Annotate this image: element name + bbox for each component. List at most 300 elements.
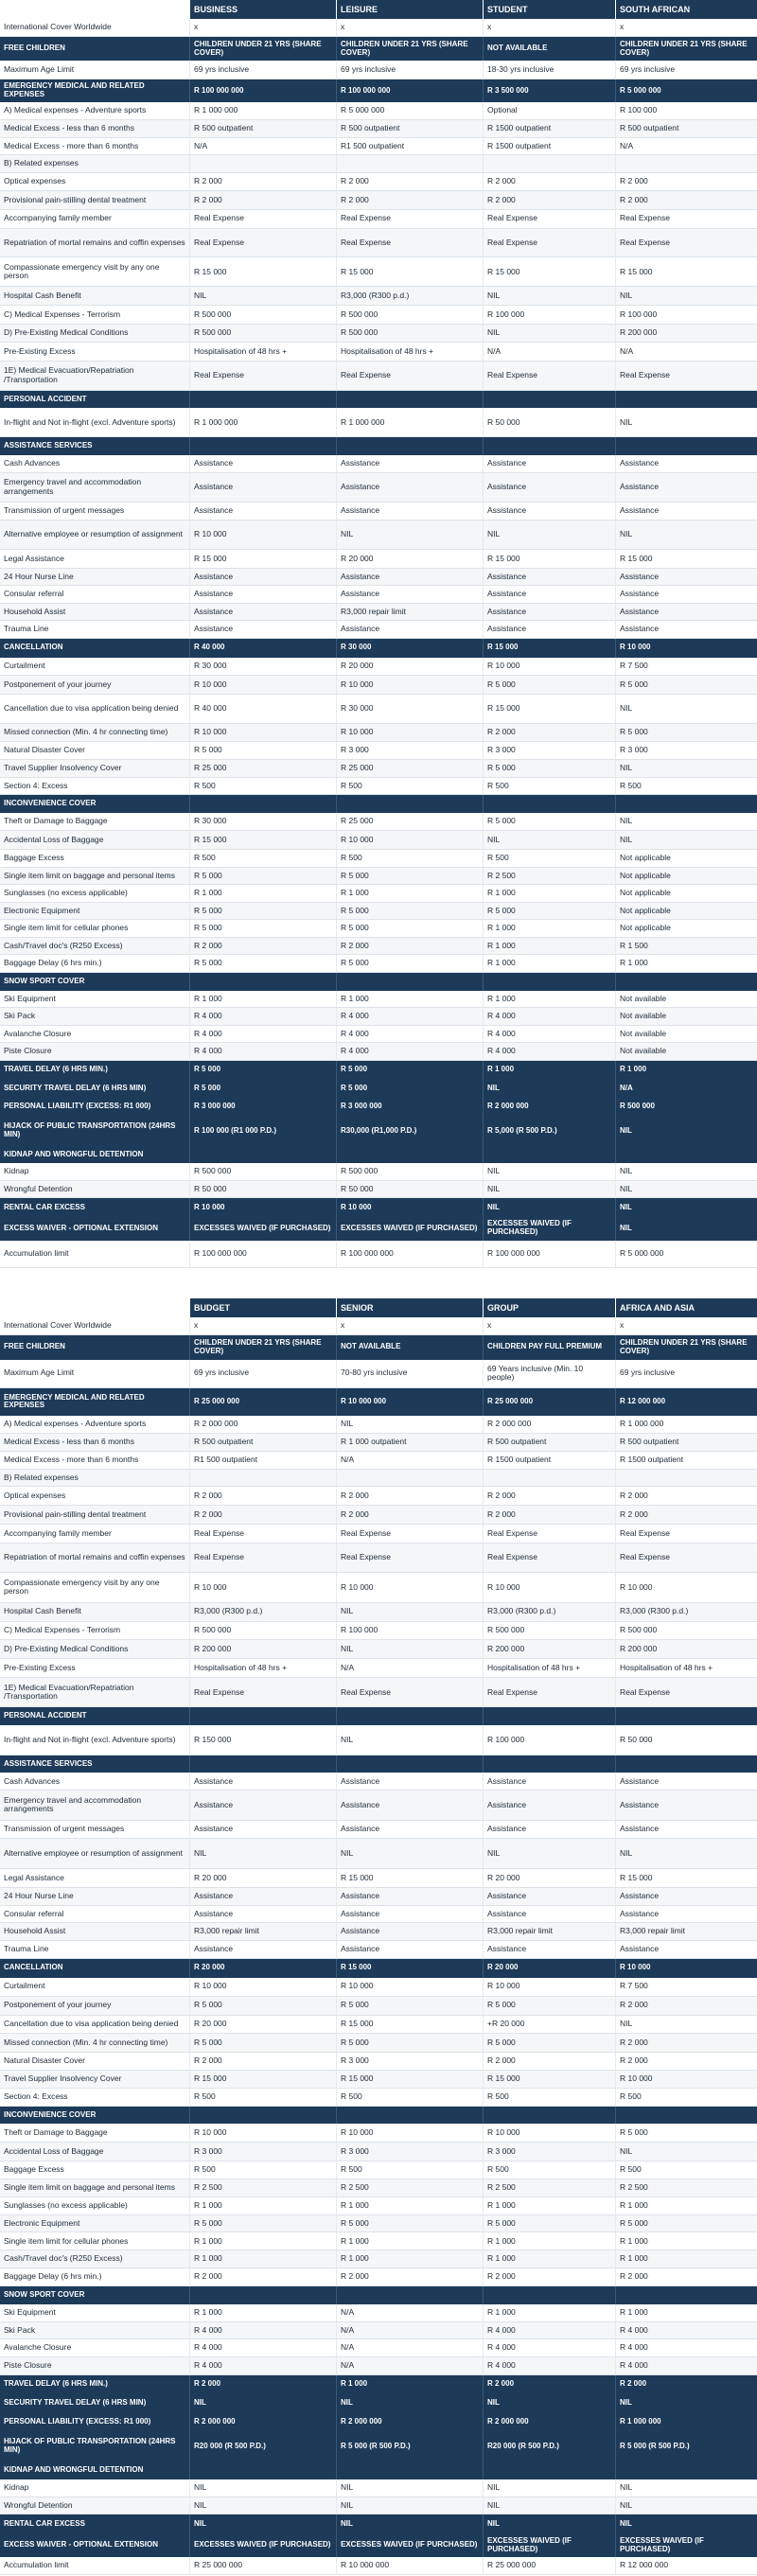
cell-south-african: Assistance <box>615 455 757 473</box>
row-label: SECURITY TRAVEL DELAY (6 HRS MIN) <box>4 2398 147 2408</box>
row-label: Consular referral <box>0 586 189 604</box>
table-row <box>0 831 757 850</box>
cell-student: R 5 000 <box>483 903 615 921</box>
cell-africa-and-asia: R 15 000 <box>615 1869 757 1888</box>
section-header-row <box>0 639 757 658</box>
cell-leisure: Assistance <box>336 473 483 503</box>
cell-leisure <box>336 973 483 991</box>
cell-south-african: R 5 000 <box>615 724 757 743</box>
row-label: PERSONAL ACCIDENT <box>4 1711 87 1720</box>
cell-budget: R 3 000 <box>189 2143 336 2161</box>
cell-business: R 100 000 000 <box>189 1241 336 1268</box>
cell-africa-and-asia: R 1 000 <box>615 2304 757 2322</box>
table-row <box>0 1525 757 1544</box>
cell-budget: R 5 000 <box>189 1997 336 2016</box>
cell-group: x <box>483 1317 615 1336</box>
row-label: Repatriation of mortal remains and coffin expenses <box>0 1544 189 1573</box>
cell-africa-and-asia <box>615 1707 757 1725</box>
row-label: International Cover Worldwide <box>0 19 189 38</box>
section-header-row <box>0 2514 757 2533</box>
cell-group: NIL <box>483 2514 615 2533</box>
cell-student: NIL <box>483 520 615 550</box>
cell-group: R 10 000 <box>483 1978 615 1997</box>
table-row <box>0 1452 757 1470</box>
row-label: FREE CHILDREN <box>4 44 65 53</box>
cell-south-african: Assistance <box>615 586 757 604</box>
cell-senior: R 2 000 000 <box>336 2413 483 2432</box>
cell-budget: R 2 000 <box>189 1506 336 1525</box>
cell-leisure: x <box>336 19 483 38</box>
row-label: 1E) Medical Evacuation/Repatriation /Transportation <box>0 1678 189 1707</box>
cell-budget: R 150 000 <box>189 1725 336 1755</box>
cell-group: NIL <box>483 1839 615 1868</box>
row-label: FREE CHILDREN <box>4 1342 65 1351</box>
cell-south-african <box>615 391 757 409</box>
cell-senior <box>336 2461 483 2479</box>
cell-business: CHILDREN UNDER 21 YRS (SHARE COVER) <box>189 37 336 61</box>
cell-leisure: R 2 000 <box>336 938 483 956</box>
cell-africa-and-asia: Assistance <box>615 1821 757 1840</box>
cell-south-african: Assistance <box>615 604 757 622</box>
section-header-row <box>0 1098 757 1117</box>
row-label: Avalanche Closure <box>0 2339 189 2357</box>
table-row <box>0 343 757 362</box>
plan-header-group: GROUP <box>483 1298 615 1317</box>
section-header-row <box>0 1198 757 1217</box>
cell-group: Assistance <box>483 1821 615 1840</box>
cell-business: Assistance <box>189 503 336 521</box>
table-row <box>0 676 757 695</box>
cell-south-african: R 3 000 <box>615 742 757 760</box>
cell-student: R 2 500 <box>483 868 615 886</box>
cell-leisure: NIL <box>336 520 483 550</box>
section-header-row <box>0 2413 757 2432</box>
cell-budget: Assistance <box>189 1906 336 1924</box>
cell-south-african: x <box>615 19 757 38</box>
cell-group <box>483 1470 615 1488</box>
cell-business <box>189 973 336 991</box>
cell-business <box>189 1146 336 1164</box>
plan-header-south-african: SOUTH AFRICAN <box>615 0 757 19</box>
row-label: Accumulation limit <box>0 1241 189 1268</box>
comparison-table <box>0 0 757 1268</box>
row-label: PERSONAL ACCIDENT <box>4 394 87 403</box>
table-row <box>0 1163 757 1181</box>
table-row <box>0 1603 757 1622</box>
cell-business: R 4 000 <box>189 1008 336 1026</box>
cell-south-african: Real Expense <box>615 229 757 258</box>
row-label: D) Pre-Existing Medical Conditions <box>0 1640 189 1659</box>
cell-leisure: R 10 000 <box>336 724 483 743</box>
cell-south-african: Not applicable <box>615 885 757 903</box>
cell-south-african <box>615 155 757 173</box>
table-row <box>0 2034 757 2053</box>
row-label: Accumulation limit <box>0 2557 189 2575</box>
cell-leisure: Assistance <box>336 503 483 521</box>
table-row <box>0 455 757 473</box>
cell-africa-and-asia: Assistance <box>615 1906 757 1924</box>
row-label: Trauma Line <box>0 621 189 639</box>
cell-senior: NIL <box>336 1640 483 1659</box>
cell-budget: R 15 000 <box>189 2071 336 2089</box>
row-label: 1E) Medical Evacuation/Repatriation /Transportation <box>0 362 189 391</box>
cell-senior <box>336 1707 483 1725</box>
cell-senior: R 15 000 <box>336 2016 483 2035</box>
row-label: Repatriation of mortal remains and coffin expenses <box>0 229 189 258</box>
plan-header-budget: BUDGET <box>189 1298 336 1317</box>
cell-budget: R 20 000 <box>189 2016 336 2035</box>
table-header-row <box>0 0 757 19</box>
table-row <box>0 191 757 210</box>
cell-leisure <box>336 795 483 813</box>
row-label: Compassionate emergency visit by any one person <box>0 1573 189 1602</box>
cell-budget: R 2 000 000 <box>189 2413 336 2432</box>
cell-budget: R 2 000 <box>189 1487 336 1506</box>
row-label: Ski Equipment <box>0 2304 189 2322</box>
cell-business: R 500 000 <box>189 306 336 325</box>
header-blank-cell <box>0 0 189 19</box>
table-row <box>0 604 757 622</box>
cell-leisure <box>336 437 483 455</box>
row-label: Natural Disaster Cover <box>0 2053 189 2071</box>
cell-budget: R1 500 outpatient <box>189 1452 336 1470</box>
cell-student: R 1 000 <box>483 885 615 903</box>
cell-south-african: N/A <box>615 1080 757 1099</box>
cell-africa-and-asia: EXCESSES WAIVED (IF PURCHASED) <box>615 2533 757 2557</box>
table-row <box>0 2016 757 2035</box>
cell-student <box>483 795 615 813</box>
cell-senior: Real Expense <box>336 1678 483 1707</box>
table-row <box>0 229 757 258</box>
section-header-row <box>0 1080 757 1099</box>
cell-south-african: NIL <box>615 1117 757 1146</box>
cell-senior: NOT AVAILABLE <box>336 1335 483 1359</box>
cell-leisure: Assistance <box>336 621 483 639</box>
cell-senior: R 2 000 <box>336 2268 483 2286</box>
cell-business: Assistance <box>189 604 336 622</box>
cell-south-african: Assistance <box>615 473 757 503</box>
cell-student: Assistance <box>483 569 615 587</box>
row-label: In-flight and Not in-flight (excl. Adventure sports) <box>0 408 189 437</box>
cell-leisure: R 3 000 000 <box>336 1098 483 1117</box>
cell-senior: R 10 000 000 <box>336 2557 483 2575</box>
table-row <box>0 2557 757 2575</box>
cell-senior: NIL <box>336 1839 483 1868</box>
cell-budget: NIL <box>189 2497 336 2515</box>
table-row <box>0 1978 757 1997</box>
row-label: Medical Excess - more than 6 months <box>0 138 189 156</box>
cell-africa-and-asia: R 2 000 <box>615 2375 757 2394</box>
row-label: Emergency travel and accommodation arrangements <box>0 473 189 503</box>
plan-header-leisure: LEISURE <box>336 0 483 19</box>
cell-africa-and-asia: R 4 000 <box>615 2357 757 2375</box>
table-row <box>0 1791 757 1820</box>
cell-senior: R 15 000 <box>336 1959 483 1978</box>
cell-budget: R 25 000 000 <box>189 1388 336 1416</box>
cell-senior: R 15 000 <box>336 2071 483 2089</box>
cell-south-african: R 100 000 <box>615 306 757 325</box>
cell-south-african: R 500 <box>615 778 757 796</box>
table-row <box>0 2250 757 2268</box>
cell-budget <box>189 1756 336 1773</box>
cell-africa-and-asia: x <box>615 1317 757 1336</box>
cell-group: R 500 outpatient <box>483 1434 615 1452</box>
cell-africa-and-asia: R 2 000 <box>615 1487 757 1506</box>
cell-group: R 25 000 000 <box>483 1388 615 1416</box>
cell-student: NIL <box>483 1163 615 1181</box>
table-row <box>0 2304 757 2322</box>
cell-senior: Assistance <box>336 1821 483 1840</box>
cell-south-african: R 1 000 <box>615 1061 757 1080</box>
cell-student: Assistance <box>483 503 615 521</box>
section-header-row <box>0 1388 757 1416</box>
cell-student: Assistance <box>483 604 615 622</box>
cell-budget <box>189 2286 336 2304</box>
cell-business: R 1 000 <box>189 885 336 903</box>
cell-group: R 4 000 <box>483 2339 615 2357</box>
cell-africa-and-asia: R 2 000 <box>615 2053 757 2071</box>
table-row <box>0 503 757 521</box>
cell-budget: R 20 000 <box>189 1869 336 1888</box>
cell-africa-and-asia: R 4 000 <box>615 2339 757 2357</box>
cell-africa-and-asia: Hospitalisation of 48 hrs + <box>615 1659 757 1678</box>
cell-business: R 15 000 <box>189 550 336 569</box>
table-row <box>0 586 757 604</box>
cell-leisure: R 25 000 <box>336 813 483 832</box>
cell-leisure: R3,000 repair limit <box>336 604 483 622</box>
cell-south-african <box>615 437 757 455</box>
row-label: Postponement of your journey <box>0 1997 189 2016</box>
cell-south-african: NIL <box>615 760 757 778</box>
table-row <box>0 173 757 192</box>
row-label: D) Pre-Existing Medical Conditions <box>0 325 189 344</box>
cell-africa-and-asia <box>615 2107 757 2125</box>
section-header-row <box>0 1959 757 1978</box>
table-row <box>0 1487 757 1506</box>
cell-student: Assistance <box>483 455 615 473</box>
cell-south-african: R 5 000 000 <box>615 1241 757 1268</box>
cell-leisure: R 10 000 <box>336 831 483 850</box>
row-label: Legal Assistance <box>0 550 189 569</box>
cell-leisure: Hospitalisation of 48 hrs + <box>336 343 483 362</box>
section-header-row <box>0 1117 757 1146</box>
cell-business: Hospitalisation of 48 hrs + <box>189 343 336 362</box>
cell-budget: R 1 000 <box>189 2197 336 2215</box>
table-row <box>0 1941 757 1959</box>
cell-group: R 2 000 <box>483 1487 615 1506</box>
section-header-row <box>0 2375 757 2394</box>
row-label: SNOW SPORT COVER <box>4 2289 85 2299</box>
cell-south-african: R 1 500 <box>615 938 757 956</box>
row-label: Single item limit on baggage and personal items <box>0 868 189 886</box>
cell-business: R 2 000 <box>189 191 336 210</box>
cell-senior: R 1 000 <box>336 2232 483 2250</box>
cell-leisure: R 4 000 <box>336 1026 483 1044</box>
cell-group: R 3 000 <box>483 2143 615 2161</box>
cell-business: R 40 000 <box>189 639 336 658</box>
cell-south-african: Not applicable <box>615 920 757 938</box>
row-label: ASSISTANCE SERVICES <box>4 1758 93 1768</box>
cell-student: R 500 <box>483 850 615 868</box>
table-row <box>0 1434 757 1452</box>
cell-student: R 15 000 <box>483 550 615 569</box>
cell-senior: R 5 000 <box>336 2034 483 2053</box>
table-row <box>0 1869 757 1888</box>
cell-africa-and-asia: R 1500 outpatient <box>615 1452 757 1470</box>
table-row <box>0 1317 757 1336</box>
cell-student: R 4 000 <box>483 1043 615 1061</box>
cell-budget: R20 000 (R 500 P.D.) <box>189 2432 336 2461</box>
cell-senior: N/A <box>336 2339 483 2357</box>
cell-group: R 20 000 <box>483 1869 615 1888</box>
table-row <box>0 569 757 587</box>
table-row <box>0 938 757 956</box>
row-label: EMERGENCY MEDICAL AND RELATED EXPENSES <box>4 1392 145 1410</box>
cell-group: R 25 000 000 <box>483 2557 615 2575</box>
cell-group: R 100 000 <box>483 1725 615 1755</box>
cell-business: R 1 000 <box>189 991 336 1009</box>
cell-senior: R 2 000 <box>336 1487 483 1506</box>
cell-group: R 2 000 <box>483 2053 615 2071</box>
cell-south-african: Not available <box>615 1043 757 1061</box>
cell-group: NIL <box>483 2479 615 2497</box>
table-row <box>0 760 757 778</box>
cell-senior: R 500 <box>336 2161 483 2179</box>
cell-business: R 500 <box>189 778 336 796</box>
table-row <box>0 473 757 503</box>
row-label: Single item limit for cellular phones <box>0 2232 189 2250</box>
cell-budget: R 500 <box>189 2089 336 2107</box>
cell-group: R 20 000 <box>483 1959 615 1978</box>
cell-business <box>189 391 336 409</box>
section-header-row <box>0 2432 757 2461</box>
cell-business: R 5 000 <box>189 742 336 760</box>
cell-budget: R 500 outpatient <box>189 1434 336 1452</box>
table-row <box>0 920 757 938</box>
cell-leisure: R 500 000 <box>336 325 483 344</box>
cell-group: EXCESSES WAIVED (IF PURCHASED) <box>483 2533 615 2557</box>
cell-student: R 2 000 <box>483 191 615 210</box>
cell-senior: NIL <box>336 1603 483 1622</box>
cell-group: Assistance <box>483 1906 615 1924</box>
cell-group: R 1 000 <box>483 2232 615 2250</box>
cell-business: R 1 000 000 <box>189 408 336 437</box>
table-row <box>0 550 757 569</box>
cell-senior: R 5 000 <box>336 2215 483 2233</box>
cell-budget: R 5 000 <box>189 2215 336 2233</box>
row-label: Theft or Damage to Baggage <box>0 2124 189 2143</box>
cell-budget <box>189 2461 336 2479</box>
row-label: Baggage Excess <box>0 850 189 868</box>
section-header-row <box>0 391 757 409</box>
cell-budget: EXCESSES WAIVED (IF PURCHASED) <box>189 2533 336 2557</box>
cell-student: Real Expense <box>483 229 615 258</box>
cell-leisure: EXCESSES WAIVED (IF PURCHASED) <box>336 1217 483 1241</box>
row-label: Medical Excess - more than 6 months <box>0 1452 189 1470</box>
cell-south-african: Not available <box>615 1026 757 1044</box>
cell-business: R 15 000 <box>189 257 336 287</box>
row-label: Section 4: Excess <box>0 778 189 796</box>
cell-senior: N/A <box>336 2304 483 2322</box>
row-label: Optical expenses <box>0 1487 189 1506</box>
cell-leisure: R 500 <box>336 778 483 796</box>
table-row <box>0 1997 757 2016</box>
cell-leisure: R 500 000 <box>336 1163 483 1181</box>
cell-budget: R 500 000 <box>189 1622 336 1641</box>
cell-budget: R 4 000 <box>189 2357 336 2375</box>
cell-leisure: R 20 000 <box>336 550 483 569</box>
cell-senior: Real Expense <box>336 1525 483 1544</box>
row-label: Accompanying family member <box>0 210 189 229</box>
table-row <box>0 210 757 229</box>
cell-senior: R 10 000 000 <box>336 1388 483 1416</box>
row-label: KIDNAP AND WRONGFUL DETENTION <box>4 1149 144 1158</box>
row-label: Accidental Loss of Baggage <box>0 831 189 850</box>
cell-budget: NIL <box>189 2394 336 2413</box>
row-label: PERSONAL LIABILITY (EXCESS: R1 000) <box>4 1102 151 1111</box>
section-header-row <box>0 2286 757 2304</box>
cell-budget: R 500 <box>189 2161 336 2179</box>
cell-south-african: R 500 000 <box>615 1098 757 1117</box>
cell-student <box>483 155 615 173</box>
cell-business <box>189 155 336 173</box>
cell-south-african: R 7 500 <box>615 658 757 677</box>
row-label: Theft or Damage to Baggage <box>0 813 189 832</box>
cell-senior: N/A <box>336 2322 483 2340</box>
row-label: In-flight and Not in-flight (excl. Adventure sports) <box>0 1725 189 1755</box>
cell-student: x <box>483 19 615 38</box>
cell-south-african <box>615 973 757 991</box>
row-label: Accompanying family member <box>0 1525 189 1544</box>
table-row <box>0 868 757 886</box>
cell-leisure: R 500 000 <box>336 306 483 325</box>
row-label: Single item limit for cellular phones <box>0 920 189 938</box>
section-header-row <box>0 2461 757 2479</box>
row-label: Wrongful Detention <box>0 1181 189 1199</box>
cell-africa-and-asia: Assistance <box>615 1791 757 1820</box>
cell-budget: x <box>189 1317 336 1336</box>
section-header-row <box>0 1217 757 1241</box>
cell-africa-and-asia: Assistance <box>615 1888 757 1906</box>
cell-africa-and-asia: R 200 000 <box>615 1640 757 1659</box>
cell-south-african: Assistance <box>615 621 757 639</box>
cell-senior: R 1 000 <box>336 2375 483 2394</box>
cell-senior: R 2 000 <box>336 1506 483 1525</box>
row-label: Legal Assistance <box>0 1869 189 1888</box>
cell-business: R 4 000 <box>189 1043 336 1061</box>
cell-africa-and-asia: R 1 000 <box>615 2197 757 2215</box>
cell-student: R 1500 outpatient <box>483 138 615 156</box>
cell-south-african: R 2 000 <box>615 191 757 210</box>
row-label: Hospital Cash Benefit <box>0 1603 189 1622</box>
cell-budget: Hospitalisation of 48 hrs + <box>189 1659 336 1678</box>
table-row <box>0 2268 757 2286</box>
cell-student: Optional <box>483 102 615 120</box>
table-row <box>0 1640 757 1659</box>
cell-group: Real Expense <box>483 1544 615 1573</box>
row-label: Postponement of your journey <box>0 676 189 695</box>
cell-business: R 5 000 <box>189 920 336 938</box>
cell-leisure: R 2 000 <box>336 173 483 192</box>
row-label: Alternative employee or resumption of assignment <box>0 1839 189 1868</box>
cell-student <box>483 973 615 991</box>
row-label: B) Related expenses <box>0 155 189 173</box>
plan-header-senior: SENIOR <box>336 1298 483 1317</box>
row-label: Kidnap <box>0 1163 189 1181</box>
row-label: Missed connection (Min. 4 hr connecting time) <box>0 724 189 743</box>
cell-group <box>483 1707 615 1725</box>
cell-leisure: R 500 outpatient <box>336 120 483 138</box>
